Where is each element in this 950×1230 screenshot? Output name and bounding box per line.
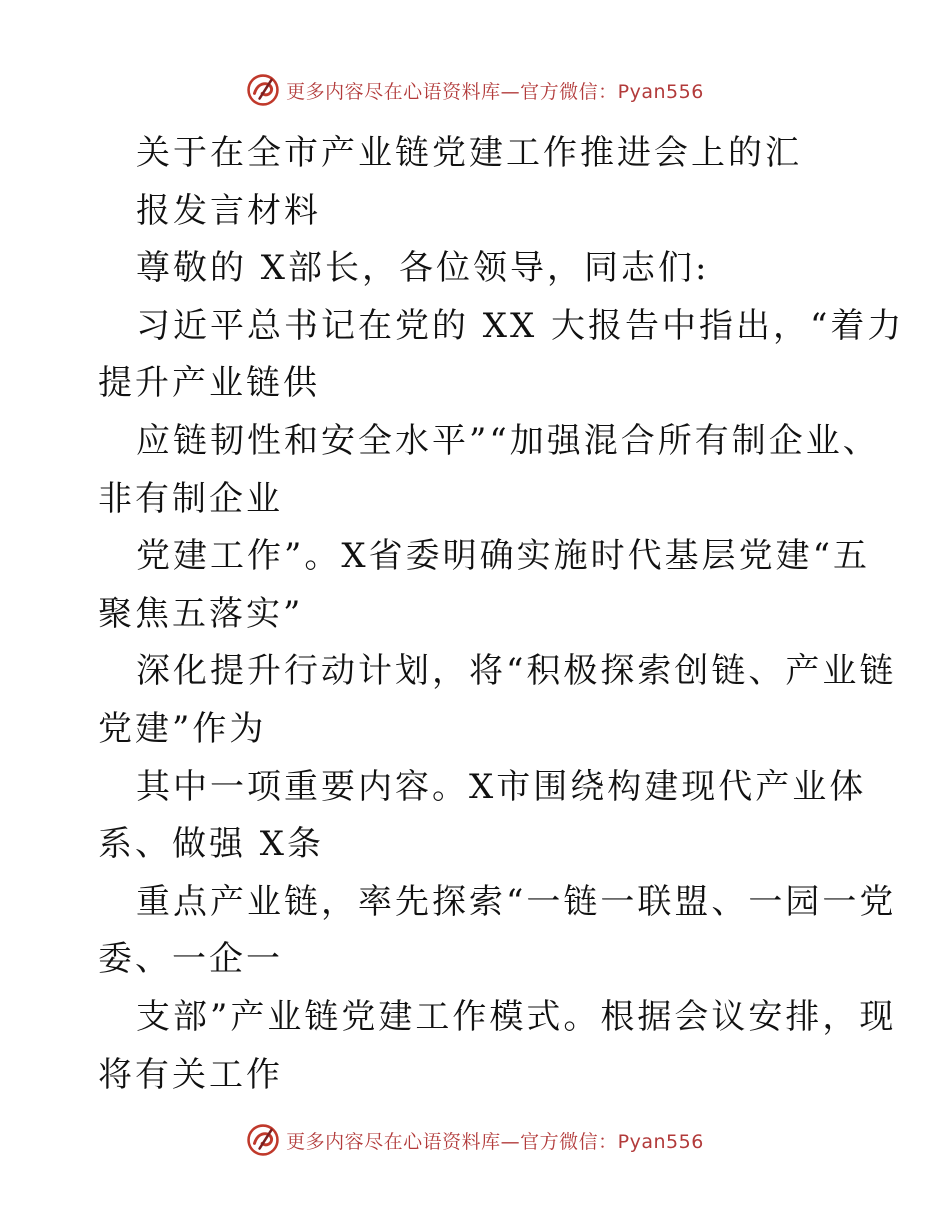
text-line: 非有制企业	[98, 478, 283, 519]
text-line: 系、做强 X条	[98, 824, 325, 865]
text-line: 党建”作为	[98, 708, 267, 749]
text-line: 聚焦五落实”	[98, 593, 304, 634]
watermark-text: 更多内容尽在心语资料库—官方微信：Pyan556	[286, 1130, 704, 1153]
text-line: 应链韧性和安全水平”“加强混合所有制企业、	[136, 420, 880, 461]
text-line: 重点产业链，率先探索“一链一联盟、一园一党	[136, 881, 897, 922]
text-line: 提升产业链供	[98, 363, 320, 404]
red-swirl-logo-icon	[246, 73, 280, 107]
text-line: 尊敬的 X部长，各位领导，同志们:	[136, 248, 710, 289]
text-line: 委、一企一	[98, 939, 283, 980]
text-line: 将有关工作	[98, 1054, 283, 1095]
text-line: 报发言材料	[136, 190, 321, 231]
watermark-text: 更多内容尽在心语资料库—官方微信：Pyan556	[286, 80, 704, 103]
red-swirl-logo-icon	[246, 1123, 280, 1157]
text-line: 习近平总书记在党的 XX 大报告中指出，“着力	[136, 305, 905, 346]
text-line: 深化提升行动计划，将“积极探索创链、产业链	[136, 651, 897, 692]
text-line: 支部”产业链党建工作模式。根据会议安排，现	[136, 996, 897, 1037]
footer-watermark	[0, 1120, 950, 1160]
document-body	[98, 125, 905, 1104]
header-watermark	[0, 70, 950, 110]
text-line: 党建工作”。X省委明确实施时代基层党建“五	[136, 536, 870, 577]
text-line: 其中一项重要内容。X市围绕构建现代产业体	[136, 766, 867, 807]
text-line: 关于在全市产业链党建工作推进会上的汇	[136, 133, 802, 173]
